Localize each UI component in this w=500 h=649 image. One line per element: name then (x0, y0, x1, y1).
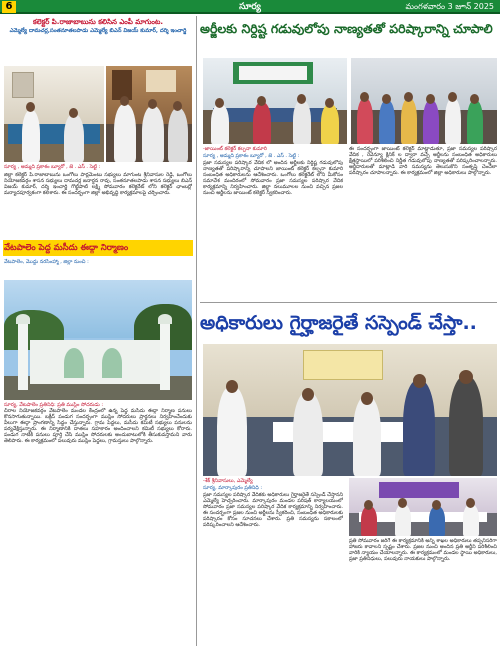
masthead: సూర్య (239, 2, 261, 12)
article1-headline: కలెక్టర్ పి.రాజాబాబును కలిసిన ఎంపీ మాగుంట. (32, 18, 164, 26)
article3-caption: -జాయింట్ కలెక్టర్ కల్పనా కుమారి (203, 146, 267, 152)
article2-headline: వేటపాలెం పెద్ద మసీదు ఈద్గా నిర్మాణం (4, 243, 129, 253)
article4-inset-photo (349, 478, 497, 536)
article1-photo-left (4, 66, 104, 162)
article1-photo-right (106, 66, 192, 162)
issue-date: మంగళవారం 3 జూన్ 2025 (405, 2, 494, 11)
page-header (0, 0, 500, 14)
article4-caption: -శేక్ శ్రీనివాసులు, ఎమ్మెల్యే (203, 478, 253, 484)
article3-body-col1: ప్రజా సమస్యల పరిష్కార వేదిక లో అందిన అర్జీలకు నిర్దిష్ట గడువులోపు నాణ్యతతో పరిష్కారాన్ని చూపాలని జాయింట్ కలెక్టర్ కల్పనా కుమారి సంబంధిత అధికారులను ఆదేశించారు. ఒంగోలు కలెక్టరేట్ లోని మీకోసం సమావేశ మందిరంలో సోమవారం ప్రజా సమస్యల పరిష్కార వేదిక కార్యక్రమాన్ని నిర్వహించారు. జిల్లా నలుమూలల నుంచి వచ్చిన ప్రజల నుంచి అర్జీలను జాయింట్ కలెక్టర్ స్వీకరించారు. (203, 160, 343, 197)
article4-main-photo (203, 344, 497, 476)
section-divider (200, 302, 497, 303)
article2-body: చీరాల నియోజకవర్గం వేటపాలెం మండల కేంద్రంలో ఉన్న పెద్ద మసీదు ఈద్గా నిర్మాణ పనులు కొనసాగుతున్నాయి. బక్రీద్ పండుగ సందర్భంగా ముస్లిం సోదరులు ప్రార్థనలు నిర్వహించేందుకు వీలుగా ఈద్గా ప్రాంగణాన్ని సిద్ధం చేస్తున్నారు. గ్రామ పెద్దలు, మసీదు కమిటీ సభ్యులు పనులను పర్యవేక్షిస్తున్నారు. ఈ నిర్మాణానికి దాతలు సహకారం అందించాలని కమిటీ సభ్యులు కోరారు. పండుగ నాటికి పనులు పూర్తి చేసి ముస్లిం సోదరులకు అందుబాటులోకి తీసుకువస్తామని వారు తెలిపారు. ఈ కార్యక్రమంలో పలువురు ముస్లిం పెద్దలు, గ్రామస్తులు పాల్గొన్నారు. (4, 408, 192, 445)
article4-headline: అధికారులు గైర్హాజరైతే సస్పెండ్ చేస్తా.. (200, 312, 477, 334)
article3-photo-left (203, 58, 347, 144)
article4-byline: సూర్య, మార్కాపురం ప్రతినిధి : (203, 485, 263, 491)
mosque-photo (4, 280, 192, 400)
page-number: 6 (2, 1, 16, 13)
article4-body-col1: ప్రజా సమస్యల పరిష్కార వేదికకు అధికారులు గైర్హాజరైతే సస్పెండ్ చేస్తానని ఎమ్మెల్యే హెచ్చరించారు. మార్కాపురం మండల పరిషత్ కార్యాలయంలో సోమవారం ప్రజా సమస్యల పరిష్కార వేదిక కార్యక్రమాన్ని నిర్వహించారు. ఈ సందర్భంగా ప్రజల నుంచి అర్జీలను స్వీకరించి, సంబంధిత అధికారులకు పరిష్కారం కోసం సూచనలు చేశారు. ప్రతి సమస్యను సకాలంలో పరిష్కరించాలని ఆదేశించారు. (203, 492, 343, 529)
column-divider (196, 16, 197, 646)
article3-headline: అర్జీలకు నిర్దిష్ట గడువులోపు నాణ్యతతో పరిష్కారాన్ని చూపాలి (200, 21, 493, 36)
article2-byline: వేటపాలెం, మొద్దు నరసింహ్మా , జిల్లా నుంచి : (4, 259, 89, 265)
article1-caption: సూర్య , అమ్మది ప్రకాశం బ్యూరో , జె . ఎస్ . సెట్టి : (4, 164, 101, 170)
article1-body: జిల్లా కలెక్టర్ పి.రాజాబాబును ఒంగోలు పార్లమెంటు సభ్యులు మాగుంట శ్రీనివాసుల రెడ్డి, ఒంగోలు నియోజకవర్గం శాసన సభ్యులు దామచర్ల జనార్ధన రావు, సంతనూతలపాడు శాసన సభ్యులు బిఎన్ విజయ్ కుమార్, దర్శి ఇంచార్జి గొట్టిపాటి లక్ష్మి సోమవారం కలెక్టరేట్ లోని కలెక్టర్ ఛాంబర్లో మర్యాదపూర్వకంగా కలిశారు. ఈ సందర్భంగా జిల్లా అభివృద్ధి కార్యక్రమాలపై చర్చించారు. (4, 172, 192, 197)
article4-body-col2: ప్రతి సోమవారం జరిగే ఈ కార్యక్రమానికి అన్ని శాఖల అధికారులు తప్పనిసరిగా హాజరు కావాలని స్పష్టం చేశారు. ప్రజల నుంచి అందిన ప్రతి అర్జీని పరిశీలించి వారికి న్యాయం చేయాలన్నారు. ఈ కార్యక్రమంలో మండల స్థాయి అధికారులు, ప్రజా ప్రతినిధులు, పలువురు నాయకులు పాల్గొన్నారు. (349, 538, 497, 563)
article1-subheadline: ఎమ్మెల్యే దామచర్ల,సంతనూతలపాడు ఎమ్మెల్యే బిఎన్ విజయ్ కుమార్, దర్శి ఇంచార్జి (9, 28, 187, 34)
article2-caption: సూర్య, వేటపాలెం ప్రతినిధి: ప్రతి ముస్లిం సోదరుడు : (4, 402, 104, 408)
article3-byline: సూర్య , అమ్మది ప్రకాశం బ్యూరో , జె . ఎస్ . సెట్టి : (203, 153, 300, 159)
article3-body-col2: ఈ సందర్భంగా జాయింట్ కలెక్టర్ మాట్లాడుతూ, ప్రజా సమస్యల పరిష్కార వేదిక , రెవెన్యూ క్లినిక్ ల ద్వారా వచ్చే అర్జీలను సంబంధిత అధికారులు క్షేత్రస్థాయిలో పరిశీలించి నిర్ణీత గడువులోపు నాణ్యతతో పరిష్కరించాలన్నారు. అర్జీదారులతో మాట్లాడి వారి సమస్యను తెలుసుకొని సంతృప్తి చెందేలా పరిష్కారం చూపాలన్నారు. ఈ కార్యక్రమంలో జిల్లా అధికారులు పాల్గొన్నారు. (349, 146, 497, 177)
article3-photo-right (351, 58, 497, 144)
